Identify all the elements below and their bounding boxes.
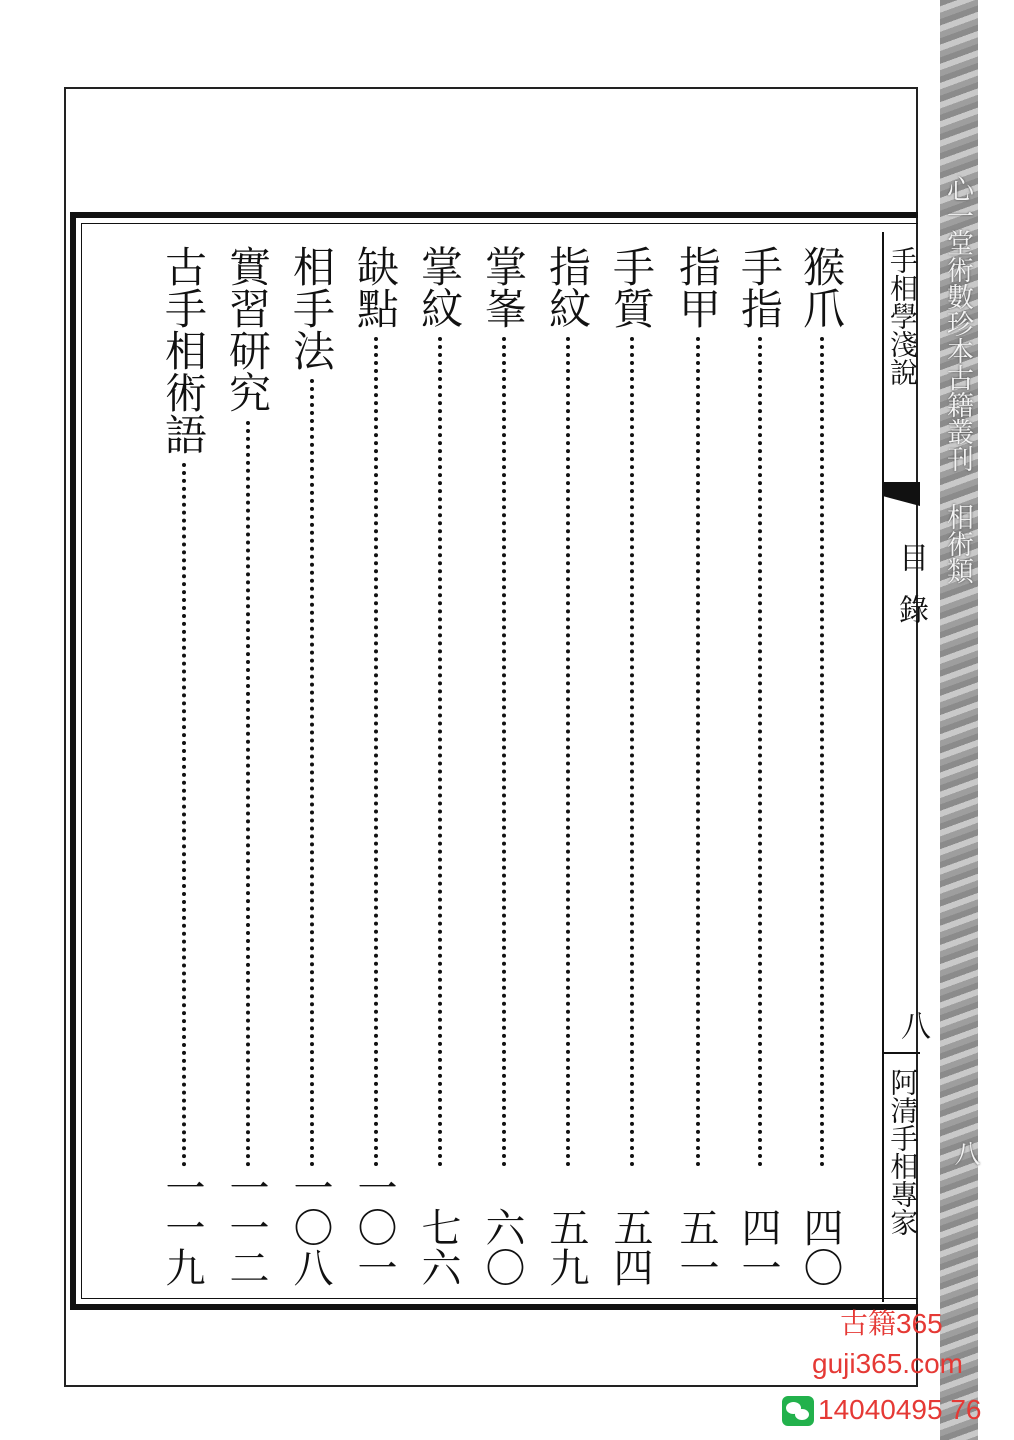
- toc-entry: [542, 245, 594, 1287]
- toc-entry: [478, 245, 530, 1287]
- entry-title: 掌紋: [415, 245, 464, 329]
- entry-page: 一〇一: [351, 1167, 397, 1287]
- entry-page: 五四: [607, 1207, 653, 1287]
- side-page-number: 八: [950, 1140, 980, 1166]
- entry-title: 手質: [607, 245, 656, 329]
- dot-leader: [374, 337, 378, 1167]
- toc-entry: [606, 245, 658, 1287]
- dot-leader: [696, 337, 700, 1167]
- fishtail-mark: [884, 482, 920, 506]
- watermark-name: 古籍365: [840, 1308, 943, 1339]
- wechat-icon: [782, 1396, 814, 1426]
- banner-column: [882, 232, 930, 1302]
- entry-page: 一一二: [223, 1167, 269, 1287]
- entry-page: 一〇八: [287, 1167, 333, 1287]
- entry-title: 古手相術語: [159, 245, 208, 455]
- book-title: 手相學淺說: [886, 246, 919, 386]
- toc-entry: [414, 245, 466, 1287]
- entry-page: 五一: [673, 1207, 719, 1287]
- publisher-name: 阿清手相專家: [886, 1068, 920, 1236]
- entry-page: 七六: [415, 1207, 461, 1287]
- entry-page: 四一: [735, 1207, 781, 1287]
- dot-leader: [566, 337, 570, 1167]
- toc-entry: [286, 245, 338, 1287]
- entry-page: 五九: [543, 1207, 589, 1287]
- dot-leader: [310, 379, 314, 1167]
- toc-entry: [672, 245, 724, 1287]
- dot-leader: [246, 421, 250, 1167]
- dot-leader: [502, 337, 506, 1167]
- entry-title: 缺點: [351, 245, 400, 329]
- toc-entry: [158, 245, 210, 1287]
- series-title: 心一堂術數珍本古籍叢刊 相術類: [942, 175, 973, 584]
- dot-leader: [182, 463, 186, 1167]
- dot-leader: [438, 337, 442, 1167]
- banner-rule: [884, 1052, 920, 1054]
- entry-title: 相手法: [287, 245, 336, 371]
- watermark-wechat: 14040495 76: [818, 1394, 982, 1425]
- entry-title: 實習研究: [223, 245, 272, 413]
- entry-page: 四〇: [797, 1207, 843, 1287]
- toc-entry: [350, 245, 402, 1287]
- entry-title: 手指: [735, 245, 784, 329]
- page-number: 八: [895, 1010, 930, 1040]
- toc-entry: [796, 245, 848, 1287]
- entry-page: 六〇: [479, 1207, 525, 1287]
- dot-leader: [758, 337, 762, 1167]
- entry-title: 猴爪: [797, 245, 846, 329]
- series-side-strip: [940, 0, 978, 1440]
- entry-title: 掌峯: [479, 245, 528, 329]
- entry-page: 一一九: [159, 1167, 205, 1287]
- dot-leader: [630, 337, 634, 1167]
- toc-entry: [222, 245, 274, 1287]
- section-label: 目錄: [893, 542, 928, 646]
- entry-title: 指紋: [543, 245, 592, 329]
- dot-leader: [820, 337, 824, 1167]
- watermark-site[interactable]: guji365.com: [812, 1348, 963, 1379]
- toc-entry: [734, 245, 786, 1287]
- entry-title: 指甲: [673, 245, 722, 329]
